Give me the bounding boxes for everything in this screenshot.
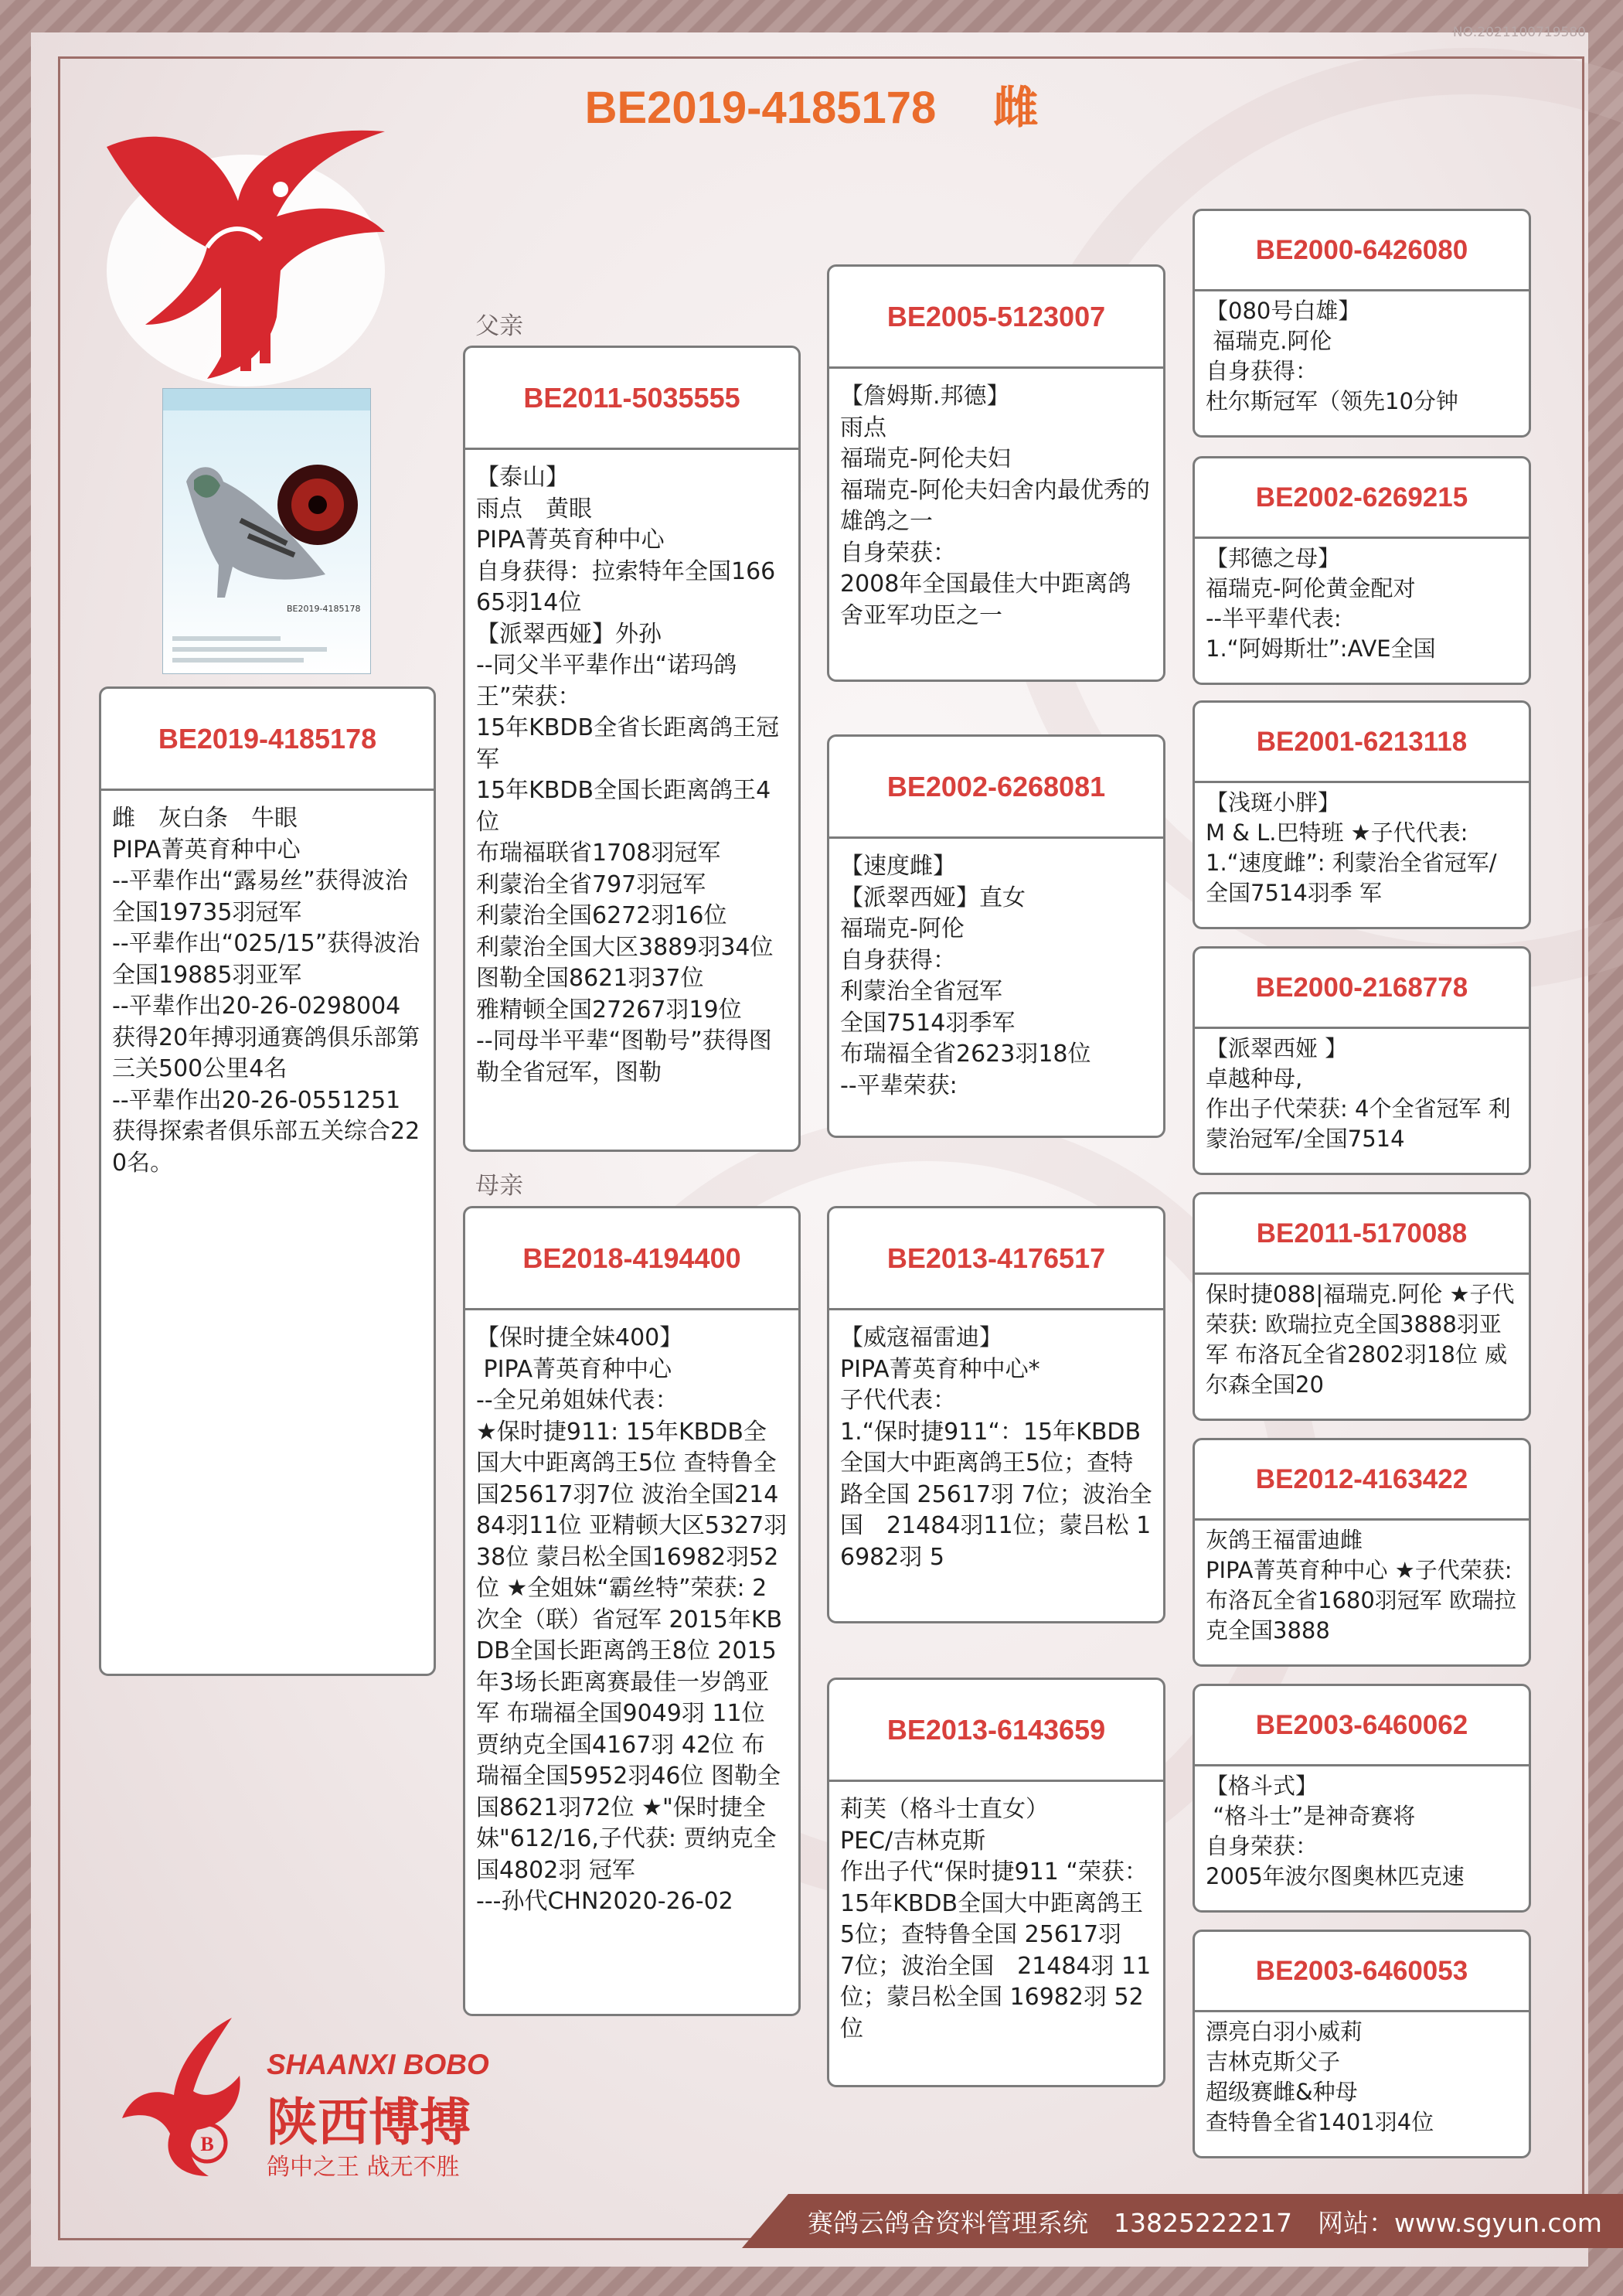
ring-number: BE2002-6269215 [1195, 458, 1529, 539]
brand-name-chinese: 陕西博搏 [267, 2093, 471, 2152]
father-label: 父亲 [475, 312, 523, 340]
great-grandparent-card [1193, 1684, 1531, 1913]
mother-card [463, 1206, 801, 2016]
pigeon-details: 【格斗式】 “格斗士”是神奇赛将 自身荣获： 2005年波尔图奥林匹克速 [1206, 1773, 1465, 1889]
pigeon-illustration-icon [163, 389, 371, 674]
mother-label: 母亲 [475, 1172, 523, 1200]
great-grandparent-card [1193, 946, 1531, 1175]
ring-number: BE2001-6213118 [1195, 703, 1529, 783]
pigeon-photo [162, 388, 371, 674]
ring-number: BE2011-5170088 [1195, 1194, 1529, 1275]
great-grandparent-card [1193, 1192, 1531, 1421]
ring-number: BE2000-2168778 [1195, 949, 1529, 1029]
ring-number: BE2013-6143659 [829, 1680, 1163, 1782]
ring-number: BE2005-5123007 [829, 267, 1163, 369]
pigeon-details: 【威寇福雷迪】 PIPA菁英育种中心* 子代代表： 1.“保时捷911“：15年KBDB全国大中距离鸽王5位；查特路全国 25617羽 7位；波治全国 21484羽11位；蒙吕松 16982羽 5 [840, 1324, 1152, 1571]
pigeon-details: 【浅斑小胖】 M & L.巴特班 ★子代代表: 1.“速度雌”: 利蒙治全省冠军/全国7514羽季 军 [1206, 789, 1497, 906]
pigeon-details: 【邦德之母】 福瑞克-阿伦黄金配对 --半平辈代表: 1.“阿姆斯壮”:AVE全国 [1206, 545, 1436, 662]
father-card [463, 346, 801, 1152]
svg-text:B: B [200, 2133, 214, 2155]
ring-number: BE2000-6426080 [1195, 211, 1529, 291]
pigeon-details: 【詹姆斯.邦德】 雨点 福瑞克-阿伦夫妇 福瑞克-阿伦夫妇舍内最优秀的雄鸽之一 自身荣获： 2008年全国最佳大中距离鸽舍亚军功臣之一 [840, 383, 1150, 629]
phoenix-logo-icon [91, 116, 400, 394]
great-grandparent-card [1193, 1438, 1531, 1667]
ring-number: BE2003-6460062 [1195, 1686, 1529, 1766]
ring-number: BE2018-4194400 [465, 1208, 798, 1310]
pigeon-details: 雌 灰白条 牛眼 PIPA菁英育种中心 --平辈作出“露易丝”获得波治全国19735羽冠军 --平辈作出“025/15”获得波治全国19885羽亚军 --平辈作出20-26-0298004获得20年搏羽通赛鸽俱乐部第三关500公里4名 --平辈作出20-26-0551251获得探索者俱乐部五关综合220名。 [112, 805, 420, 1177]
brand-slogan: 鸽中之王 战无不胜 [267, 2154, 460, 2181]
footer-contact: 赛鸽云鸽舍资料管理系统 13825222217 网站：www.sgyun.com [808, 2208, 1602, 2238]
great-grandparent-card [1193, 209, 1531, 438]
pigeon-details: 【泰山】 雨点 黄眼 PIPA菁英育种中心 自身获得：拉索特年全国16665羽14位 【派翠西娅】外孙 --同父半平辈作出“诺玛鸽王”荣获： 15年KBDB全省长距离鸽王冠军 15年KBDB全国长距离鸽王4位 布瑞福联省1708羽冠军 利蒙治全省797羽冠军 利蒙治全国6272羽16位 利蒙治全国大区3889羽34位 图勒全国8621羽37位 雅精顿全国27267羽19位 --同母半平辈“图勒号”获得图勒全省冠军，图勒 [476, 464, 780, 1086]
document-number: NO:2021100719580 [1452, 25, 1586, 40]
maternal-grandmother-card [827, 1678, 1165, 2087]
great-grandparent-card [1193, 700, 1531, 929]
pigeon-details: 保时捷088|福瑞克.阿伦 ★子代荣获: 欧瑞拉克全国3888羽亚军 布洛瓦全省2802羽18位 威尔森全国20 [1206, 1281, 1515, 1398]
pigeon-details: 莉芙（格斗士直女） PEC/吉林克斯 作出子代“保时捷911 “荣获：15年KBDB全国大中距离鸽王5位；查特鲁全国 25617羽 7位；波治全国 21484羽 11位；蒙吕松全国 16982羽 52位 [840, 1796, 1152, 2042]
paternal-grandfather-card [827, 264, 1165, 682]
ring-number: BE2011-5035555 [465, 348, 798, 450]
great-grandparent-card [1193, 456, 1531, 685]
paternal-grandmother-card [827, 734, 1165, 1138]
brand-name-english: SHAANXI BOBO [267, 2049, 489, 2080]
pigeon-details: 【速度雌】 【派翠西娅】直女 福瑞克-阿伦 自身获得： 利蒙治全省冠军 全国7514羽季军 布瑞福全省2623羽18位 --平辈荣获: [840, 853, 1091, 1099]
ring-number: BE2019-4185178 [101, 689, 434, 791]
bird-emblem-icon [116, 2010, 263, 2180]
maternal-grandfather-card [827, 1206, 1165, 1623]
pigeon-details: 漂亮白羽小威莉 吉林克斯父子 超级赛雌&种母 查特鲁全省1401羽4位 [1206, 2018, 1434, 2135]
pigeon-details: 【080号白雄】 福瑞克.阿伦 自身获得： 杜尔斯冠军（领先10分钟 [1206, 298, 1458, 414]
page-title: BE2019-4185178 雌 [584, 83, 1039, 133]
pigeon-details: 灰鸽王福雷迪雌 PIPA菁英育种中心 ★子代荣获:布洛瓦全省1680羽冠军 欧瑞拉克全国3888 [1206, 1527, 1517, 1644]
subject-pigeon-card [99, 686, 436, 1676]
ring-number: BE2002-6268081 [829, 737, 1163, 839]
ring-number: BE2013-4176517 [829, 1208, 1163, 1310]
brand-logo [116, 2010, 502, 2180]
pigeon-details: 【派翠西娅 】 卓越种母, 作出子代荣获: 4个全省冠军 利蒙治冠军/全国7514 [1206, 1035, 1511, 1152]
great-grandparent-card [1193, 1930, 1531, 2158]
photo-caption: BE2019-4185178 [287, 604, 361, 614]
ring-number: BE2003-6460053 [1195, 1932, 1529, 2012]
ring-number: BE2012-4163422 [1195, 1440, 1529, 1521]
pigeon-details: 【保时捷全妹400】 PIPA菁英育种中心 --全兄弟姐妹代表： ★保时捷911: 15年KBDB全国大中距离鸽王5位 查特鲁全国25617羽7位 波治全国21484羽11位 亚精顿大区5327羽38位 蒙吕松全国16982羽52位 ★全姐妹“霸丝特”荣获: 2次全（联）省冠军 2015年KBDB全国长距离鸽王8位 2015年3场长距离赛最佳一岁鸽亚军 布瑞福全国9049羽 11位 贾纳克全国4167羽 42位 布瑞福全国5952羽46位 图勒全国8621羽72位 ★"保时捷全妹"612/16,子代获: 贾纳克全国4802羽 冠军 ---孙代CHN2020-26-02 [476, 1324, 788, 1915]
